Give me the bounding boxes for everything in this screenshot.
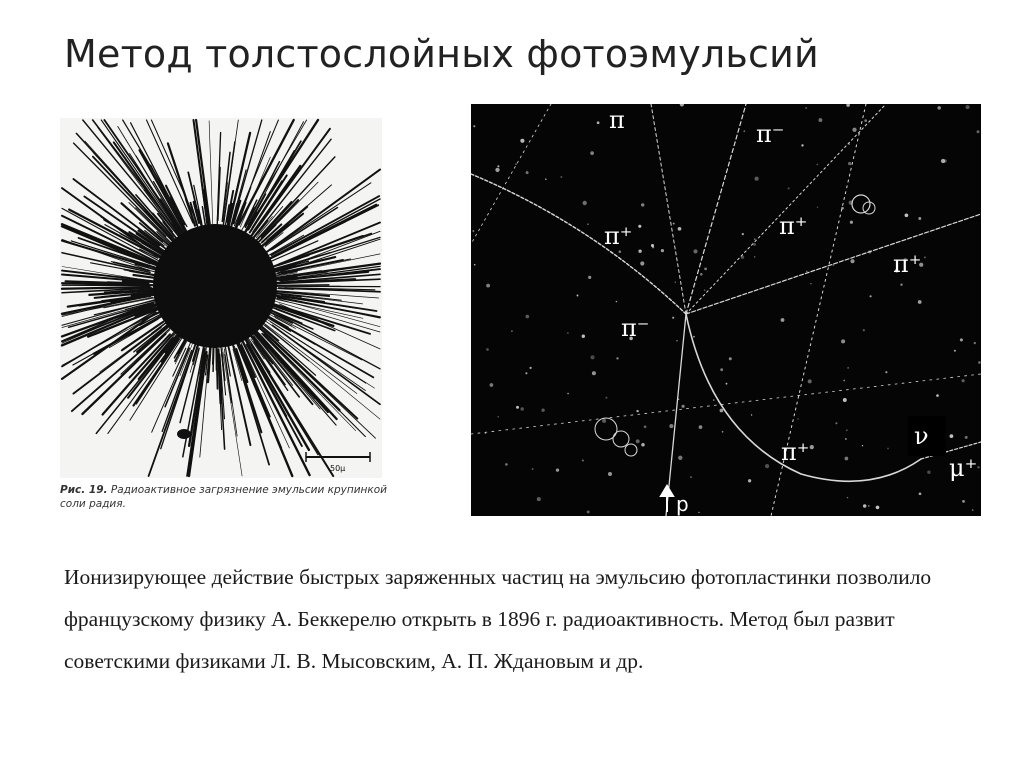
- emulsion-speck: [661, 249, 664, 252]
- emulsion-speck: [582, 335, 585, 338]
- emulsion-speck: [742, 233, 744, 235]
- emulsion-speck: [805, 107, 807, 109]
- emulsion-speck: [537, 497, 541, 501]
- emulsion-speck: [978, 361, 981, 364]
- emulsion-speck: [567, 393, 569, 395]
- emulsion-speck: [597, 121, 600, 124]
- figure-caption: [60, 483, 400, 511]
- slide-title: Метод толстослойных фотоэмульсий: [64, 32, 819, 76]
- emulsion-speck: [720, 409, 724, 413]
- emulsion-speck: [673, 223, 675, 225]
- emulsion-speck: [473, 125, 475, 127]
- emulsion-speck: [864, 119, 867, 122]
- emulsion-speck: [954, 350, 956, 352]
- emulsion-speck: [636, 410, 638, 412]
- emulsion-speck: [765, 464, 769, 468]
- emulsion-speck: [847, 367, 849, 369]
- label-nu: ν: [914, 422, 929, 450]
- emulsion-speck: [511, 330, 513, 332]
- emulsion-speck: [806, 271, 808, 273]
- emulsion-speck: [682, 405, 685, 408]
- emulsion-speck: [900, 284, 902, 286]
- emulsion-speck: [472, 230, 474, 232]
- emulsion-speck: [977, 130, 980, 133]
- emulsion-speck: [693, 336, 695, 338]
- emulsion-speck: [497, 416, 499, 418]
- emulsion-speck: [801, 144, 803, 146]
- emulsion-speck: [560, 176, 562, 178]
- emulsion-speck: [616, 301, 617, 302]
- label-pi-plus-left: π⁺: [604, 222, 633, 250]
- label-pi-plus-bottom: π⁺: [781, 438, 810, 466]
- emulsion-speck: [638, 250, 641, 253]
- emulsion-speck: [490, 383, 494, 387]
- emulsion-speck: [530, 367, 532, 369]
- emulsion-speck: [863, 329, 865, 331]
- emulsion-speck: [722, 431, 724, 433]
- emulsion-speck: [977, 466, 979, 468]
- emulsion-speck: [713, 399, 714, 400]
- emulsion-speck: [690, 476, 692, 478]
- emulsion-speck: [693, 249, 697, 253]
- emulsion-speck: [972, 509, 974, 511]
- label-pi-plus-right: π⁺: [893, 250, 922, 278]
- emulsion-speck: [754, 256, 755, 257]
- emulsion-speck: [918, 300, 922, 304]
- emulsion-speck: [845, 457, 849, 461]
- emulsion-speck: [868, 505, 870, 507]
- emulsion-speck: [936, 394, 939, 397]
- emulsion-speck: [817, 164, 819, 166]
- emulsion-speck: [918, 217, 921, 220]
- emulsion-speck: [587, 510, 590, 513]
- emulsion-speck: [726, 383, 728, 385]
- emulsion-speck: [841, 339, 845, 343]
- emulsion-speck: [852, 128, 856, 132]
- emulsion-speck: [876, 506, 880, 510]
- emulsion-speck: [927, 470, 930, 473]
- emulsion-speck: [843, 380, 845, 382]
- emulsion-speck: [966, 105, 970, 109]
- emulsion-speck: [974, 342, 976, 344]
- emulsion-speck: [638, 225, 641, 228]
- emulsion-speck: [810, 445, 814, 449]
- emulsion-speck: [843, 398, 847, 402]
- emulsion-speck: [644, 425, 647, 428]
- emulsion-speck: [520, 407, 523, 410]
- starburst-image: [60, 118, 382, 478]
- emulsion-speck: [704, 289, 706, 291]
- emulsion-speck: [699, 425, 703, 429]
- emulsion-speck: [845, 438, 847, 440]
- emulsion-speck: [919, 493, 922, 496]
- emulsion-speck: [590, 355, 594, 359]
- emulsion-speck: [962, 379, 965, 382]
- emulsion-speck: [755, 177, 759, 181]
- emulsion-speck: [848, 162, 851, 165]
- emulsion-speck: [602, 419, 606, 423]
- caption-label: Рис. 19.: [60, 484, 108, 496]
- label-pi-minus-left: π⁻: [621, 314, 650, 342]
- emulsion-speck: [729, 357, 732, 360]
- radium-emulsion-photo: [60, 118, 382, 478]
- tracks-image: [471, 104, 981, 516]
- label-p: p: [676, 492, 689, 516]
- emulsion-speck: [678, 456, 682, 460]
- emulsion-speck: [605, 397, 607, 399]
- emulsion-speck: [676, 340, 678, 342]
- emulsion-speck: [497, 165, 499, 167]
- emulsion-speck: [808, 379, 812, 383]
- emulsion-speck: [640, 261, 644, 265]
- emulsion-speck: [700, 273, 703, 276]
- emulsion-speck: [541, 409, 544, 412]
- emulsion-speck: [608, 472, 612, 476]
- emulsion-speck: [960, 338, 963, 341]
- emulsion-speck: [781, 318, 785, 322]
- label-pi-top: π: [609, 106, 625, 134]
- emulsion-speck: [474, 264, 476, 266]
- emulsion-speck: [754, 238, 756, 240]
- emulsion-speck: [753, 243, 756, 246]
- emulsion-speck: [587, 223, 588, 224]
- emulsion-speck: [636, 439, 640, 443]
- emulsion-speck: [641, 443, 645, 447]
- emulsion-speck: [743, 130, 745, 132]
- body-paragraph: Ионизирующее действие быстрых заряженных частиц на эмульсию фотопластинки позволило французскому физику А. Беккерелю открыть в 1896 г. радиоактивность. Метод был развит советскими физиками Л. В. Мысовским, А. П. Ждановым и др.: [64, 565, 932, 673]
- scale-bar-label: 50μ: [330, 464, 346, 473]
- emulsion-speck: [616, 357, 618, 359]
- emulsion-speck: [545, 178, 547, 180]
- emulsion-speck: [941, 159, 945, 163]
- emulsion-speck: [817, 206, 818, 207]
- emulsion-speck: [526, 171, 529, 174]
- emulsion-speck: [567, 332, 569, 334]
- emulsion-speck: [674, 281, 676, 283]
- emulsion-speck: [577, 295, 579, 297]
- emulsion-speck: [525, 372, 527, 374]
- emulsion-speck: [515, 163, 516, 164]
- label-pi-plus-center: π⁺: [779, 212, 808, 240]
- emulsion-speck: [520, 139, 524, 143]
- emulsion-speck: [846, 429, 847, 430]
- emulsion-speck: [525, 315, 529, 319]
- emulsion-speck: [835, 422, 837, 424]
- emulsion-speck: [532, 468, 534, 470]
- starburst-ray: [113, 287, 150, 288]
- emulsion-speck: [592, 371, 596, 375]
- emulsion-speck: [751, 414, 752, 415]
- emulsion-speck: [965, 436, 968, 439]
- caption-text: Радиоактивное загрязнение эмульсии крупинкой соли радия.: [60, 484, 387, 510]
- emulsion-speck: [850, 221, 853, 224]
- emulsion-speck: [797, 418, 799, 420]
- emulsion-speck: [556, 468, 559, 471]
- particle-tracks-photo: [471, 104, 981, 516]
- emulsion-speck: [950, 434, 954, 438]
- emulsion-speck: [672, 317, 674, 319]
- emulsion-speck: [582, 460, 584, 462]
- emulsion-speck: [516, 406, 519, 409]
- emulsion-speck: [698, 512, 699, 513]
- emulsion-speck: [862, 445, 863, 446]
- emulsion-speck: [810, 283, 811, 284]
- emulsion-speck: [486, 348, 489, 351]
- emulsion-speck: [937, 106, 941, 110]
- emulsion-speck: [590, 151, 594, 155]
- emulsion-speck: [486, 284, 490, 288]
- emulsion-speck: [869, 295, 871, 297]
- emulsion-speck: [678, 227, 682, 231]
- emulsion-speck: [863, 504, 866, 507]
- emulsion-speck: [583, 201, 587, 205]
- emulsion-speck: [619, 250, 622, 253]
- emulsion-speck: [704, 268, 707, 271]
- emulsion-speck: [495, 168, 499, 172]
- emulsion-speck: [818, 118, 822, 122]
- emulsion-speck: [505, 463, 508, 466]
- emulsion-speck: [847, 497, 848, 498]
- emulsion-speck: [924, 256, 926, 258]
- emulsion-speck: [641, 203, 644, 206]
- emulsion-speck: [588, 276, 591, 279]
- emulsion-speck: [887, 448, 889, 450]
- label-mu-plus: μ⁺: [949, 454, 978, 482]
- emulsion-speck: [962, 500, 965, 503]
- emulsion-speck: [850, 259, 854, 263]
- emulsion-speck: [669, 424, 673, 428]
- emulsion-speck: [905, 213, 909, 217]
- label-pi-minus-top: π⁻: [756, 120, 785, 148]
- emulsion-speck: [788, 187, 790, 189]
- emulsion-speck: [833, 265, 835, 267]
- starburst-ray: [273, 285, 329, 286]
- emulsion-speck: [748, 479, 751, 482]
- emulsion-speck: [720, 368, 723, 371]
- emulsion-speck: [885, 371, 887, 373]
- emulsion-speck: [651, 244, 654, 247]
